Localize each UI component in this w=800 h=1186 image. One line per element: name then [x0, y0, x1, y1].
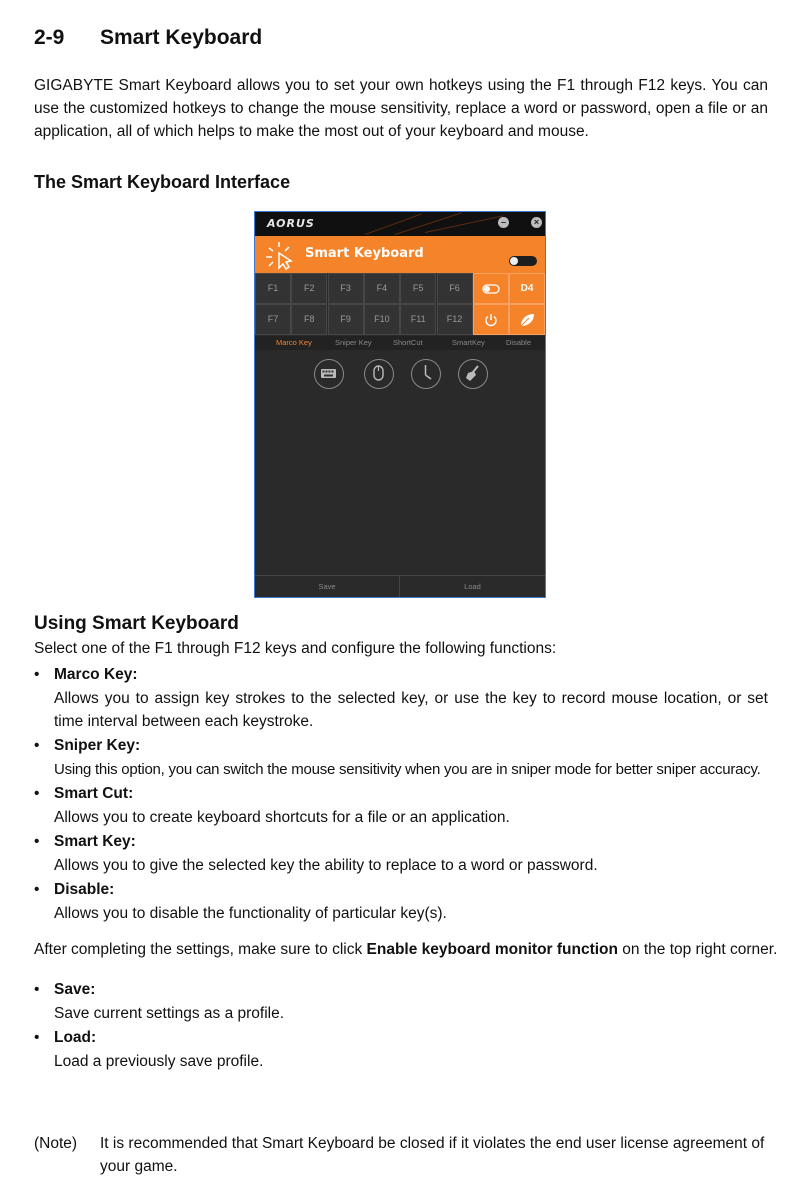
mouse-option[interactable] [364, 359, 394, 389]
toggle-icon [482, 284, 500, 294]
fkey-f2[interactable]: F2 [291, 273, 327, 304]
list-term: Smart Cut: [54, 785, 134, 802]
bullet: • [34, 737, 40, 754]
toggle-mode-key[interactable] [473, 273, 509, 304]
cursor-click-icon [263, 240, 297, 270]
fkey-f12[interactable]: F12 [437, 304, 473, 335]
list-term: Disable: [54, 881, 115, 898]
fkey-f9[interactable]: F9 [328, 304, 364, 335]
enable-monitor-term: Enable keyboard monitor function [366, 941, 618, 958]
power-icon [484, 313, 498, 327]
aorus-logo: AORUS [267, 217, 315, 230]
mouse-icon [365, 360, 392, 387]
note-label: (Note) [34, 1135, 78, 1152]
fkey-f4[interactable]: F4 [364, 273, 400, 304]
section-number: 2-9 [34, 26, 65, 49]
tab-disable[interactable]: Disable [506, 338, 532, 347]
title-bar [255, 212, 545, 236]
keyboard-monitor-toggle[interactable] [509, 256, 537, 266]
list-desc: Allows you to give the selected key the ability to replace to a word or password. [54, 857, 598, 874]
using-lead: Select one of the F1 through F12 keys and configure the following functions: [34, 640, 557, 657]
bullet: • [34, 1029, 40, 1046]
list-desc: Allows you to assign key strokes to the selected key, or use the key to record mouse location, or set time interval between each keystroke. [54, 690, 768, 730]
broom-icon [459, 360, 486, 387]
bullet: • [34, 666, 40, 683]
section-title: Smart Keyboard [100, 26, 263, 49]
leaf-icon [519, 313, 535, 327]
fkey-f5[interactable]: F5 [400, 273, 436, 304]
hotkey-grid [255, 273, 545, 337]
bullet: • [34, 881, 40, 898]
close-button[interactable]: × [531, 217, 542, 228]
fkey-f3[interactable]: F3 [328, 273, 364, 304]
app-title: Smart Keyboard [305, 246, 424, 261]
after-settings-paragraph [34, 938, 777, 961]
note-text: It is recommended that Smart Keyboard be closed if it violates the end user license agreement of your game. [100, 1135, 765, 1175]
list-desc: Allows you to create keyboard shortcuts for a file or an application. [54, 809, 510, 826]
eco-key[interactable] [509, 304, 545, 335]
interval-option[interactable] [411, 359, 441, 389]
tab-smartkey[interactable]: SmartKey [452, 338, 485, 347]
keyboard-icon [315, 360, 342, 387]
smart-keyboard-window [254, 211, 546, 598]
after-text: After completing the settings, make sure to click [34, 941, 367, 958]
clock-icon [412, 360, 439, 387]
fkey-f10[interactable]: F10 [364, 304, 400, 335]
after-text: on the top right corner. [618, 941, 778, 958]
fkey-f7[interactable]: F7 [255, 304, 291, 335]
intro-paragraph: GIGABYTE Smart Keyboard allows you to set your own hotkeys using the F1 through F12 keys. You can use the customized hotkeys to change the mouse sensitivity, replace a word or password, open a file or an application, all of which helps to make the most out of your keyboard and mouse. [34, 77, 768, 140]
list-term: Smart Key: [54, 833, 136, 850]
list-desc: Load a previously save profile. [54, 1053, 264, 1070]
minimize-button[interactable]: – [498, 217, 509, 228]
clear-option[interactable] [458, 359, 488, 389]
list-term: Marco Key: [54, 666, 138, 683]
list-term: Save: [54, 981, 96, 998]
app-header [255, 236, 545, 273]
keystroke-option[interactable] [314, 359, 344, 389]
tab-sniper-key[interactable]: Sniper Key [335, 338, 372, 347]
tab-shortcut[interactable]: ShortCut [393, 338, 423, 347]
list-term: Sniper Key: [54, 737, 141, 754]
load-button[interactable]: Load [464, 582, 481, 591]
app-footer [255, 575, 545, 598]
interface-heading: The Smart Keyboard Interface [34, 172, 291, 192]
bullet: • [34, 833, 40, 850]
list-desc: Using this option, you can switch the mouse sensitivity when you are in sniper mode for better sniper accuracy. [54, 761, 761, 778]
bullet: • [34, 981, 40, 998]
bullet: • [34, 785, 40, 802]
d4-key[interactable]: D4 [509, 273, 545, 304]
list-desc: Save current settings as a profile. [54, 1005, 285, 1022]
fkey-f1[interactable]: F1 [255, 273, 291, 304]
using-heading: Using Smart Keyboard [34, 613, 239, 634]
fkey-f11[interactable]: F11 [400, 304, 436, 335]
fkey-f6[interactable]: F6 [437, 273, 473, 304]
function-tabs [255, 336, 545, 350]
list-desc: Allows you to disable the functionality of particular key(s). [54, 905, 447, 922]
fkey-f8[interactable]: F8 [291, 304, 327, 335]
save-button[interactable]: Save [255, 576, 400, 598]
list-term: Load: [54, 1029, 97, 1046]
marco-key-options [255, 356, 545, 396]
power-key[interactable] [473, 304, 509, 335]
tab-marco-key[interactable]: Marco Key [276, 338, 312, 347]
